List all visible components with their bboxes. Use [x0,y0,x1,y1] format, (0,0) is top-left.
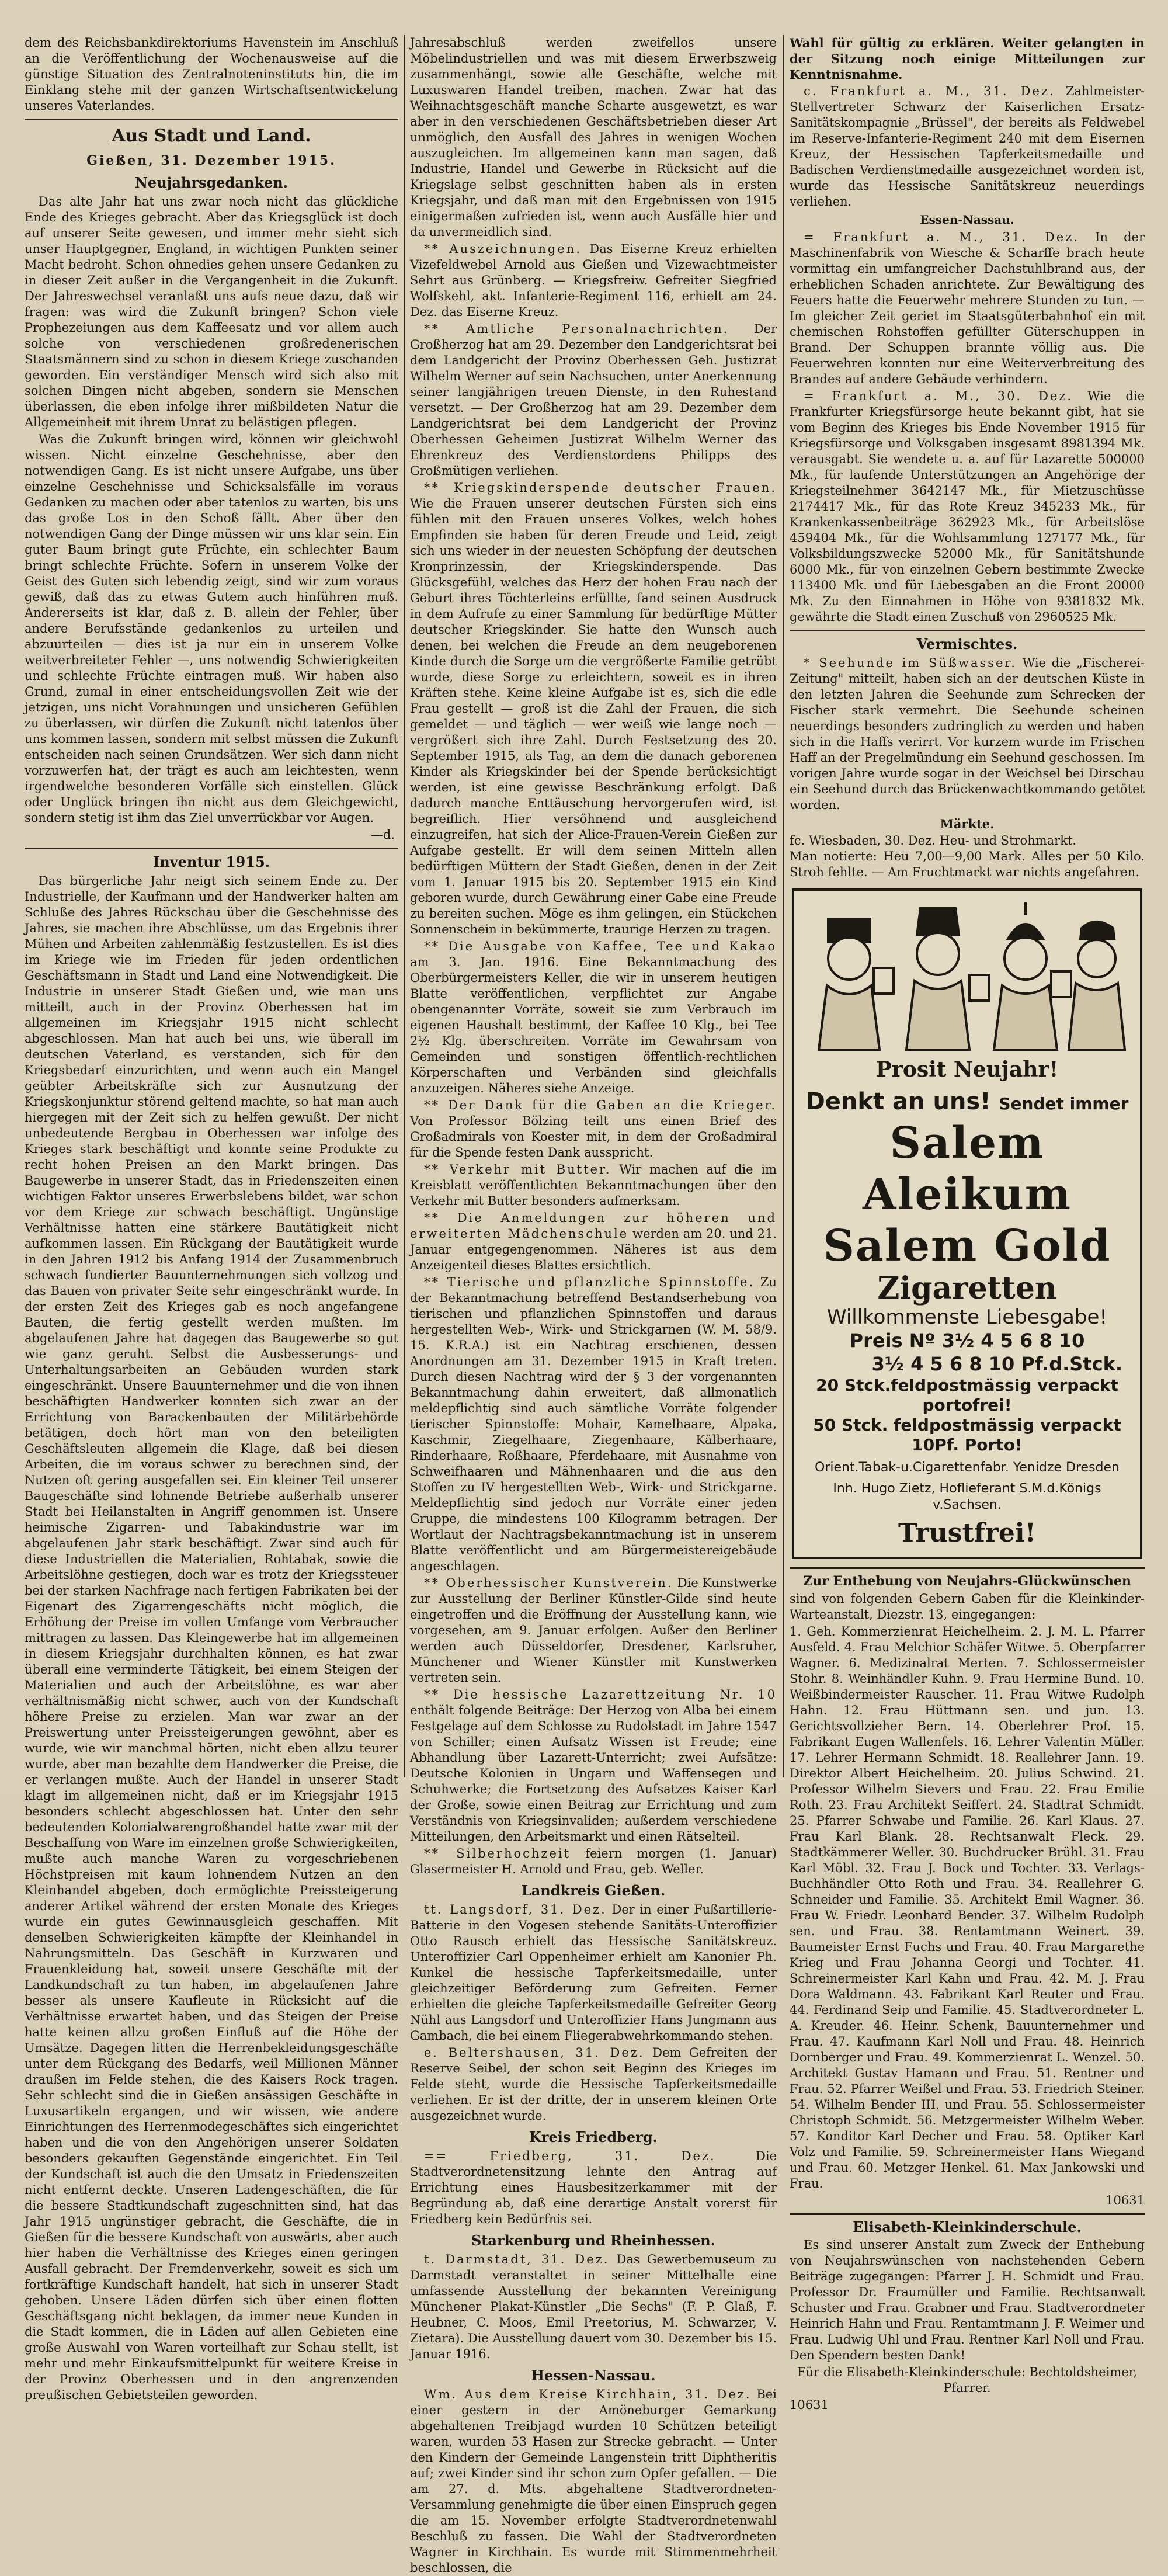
cigarette-advertisement [792,888,1142,1559]
news-item-text: feiern morgen (1. Januar) Glasermeister H. Arnold und Frau, geb. Weller. [410,1846,777,1876]
news-item [790,388,1145,625]
article-signature: —d. [370,828,395,842]
divider [25,848,398,849]
news-item-heading: ** Oberhessischer Kunstverein. [424,1576,673,1590]
news-item-heading: ** Amtliche Personalnachrichten. [424,322,729,336]
news-item-heading: ** Tierische und pflanzliche Spinnstoffe. [424,1275,755,1289]
news-list [410,2387,777,2576]
donor-list: 1. Geh. Kommerzienrat Heichelheim. 2. J. M. L. Pfarrer Ausfeld. 4. Frau Melchior Schäfer Witwe. 5. Oberpfarrer Wagner. 6. Medizinalrat Merten. 7. Schlossermeister Stohr. 8. Weinhändler Kuhn. 9. Frau Hermine Bund. 10. Weißbindermeister Rauscher. 11. Frau Witwe Rudolph Hahn. 12. Frau Hüttmann sen. und jun. 13. Gerichtsvollzieher Bern. 14. Oberlehrer Prof. 15. Fabrikant Eugen Wallenfels. 16. Lehrer Valentin Müller. 17. Lehrer Hermann Schmidt. 18. Reallehrer Jann. 19. Direktor Albert Heichelheim. 20. Julius Schwind. 21. Professor Wilhelm Sievers und Frau. 22. Frau Emilie Roth. 23. Frau Architekt Seiffert. 24. Stadtrat Schmidt. 25. Pfarrer Schwabe und Familie. 26. Karl Klaus. 27. Frau Karl Blank. 28. Rechtsanwalt Fleck. 29. Stadtkämmerer Weller. 30. Buchdrucker Brühl. 31. Frau Karl Möbl. 32. Frau J. Bock und Tochter. 33. Verlags-Buchhändler Otto Roth und Frau. 34. Reallehrer G. Schneider und Familie. 35. Architekt Emil Wagner. 36. Frau W. Friedr. Leonhard Bender. 37. Wilhelm Rudolph sen. und Frau. 38. Rentamtmann Weinert. 39. Baumeister Ernst Fuchs und Frau. 40. Frau Margarethe Krieg und Frau Johanna Georgi und Tochter. 41. Schreinermeister Karl Kahn und Frau. 42. M. J. Frau Dora Waldmann. 43. Fabrikant Karl Reuter und Frau. 44. Ferdinand Seip und Familie. 45. Stadtverordneter L. A. Kreuder. 46. Heinr. Schenk, Bauunternehmer und Frau. 47. Kaufmann Karl Noll und Frau. 48. Heinrich Dornberger und Frau. 49. Kommerzienrat L. Wenzel. 50. Architekt Gustav Hamann und Frau. 51. Rentner und Frau. 52. Pfarrer Weißel und Frau. 53. Friedrich Steiner. 54. Wilhelm Bender III. und Frau. 55. Schlossermeister Christoph Schmidt. 56. Metzgermeister Wilhelm Weber. 57. Konditor Karl Decher und Frau. 58. Optiker Karl Volz und Familie. 59. Schreinermeister Hans Wiegand und Frau. 60. Metzger Henkel. 61. Max Jankowski und Frau. [790,1624,1145,2190]
news-item [410,1902,777,2044]
section-title: Aus Stadt und Land. [112,126,311,146]
intro-paragraph: dem des Reichsbankdirektoriums Havenstein im Anschluß an die Veröffentlichung der Wochenausweise auf die günstige Situation des Zentralnoteninstituts hin, die im Einklang stehe mit der ganzen Wirtschaftsentwickelung unseres Vaterlandes. [25,36,398,113]
ad-brand: Salem Aleikum [862,1118,1072,1220]
news-item [410,2045,777,2124]
news-item-text: Wie die „Fischerei-Zeitung" mitteilt, haben sich an der deutschen Küste in den letzten Jahren die Seehunde zum Schrecken der Fischer stark vermehrt. Die Seehunde scheinen neuerdings besonders zudringlich zu werden und haben sich in die Haffs verirrt. Vor kurzem wurde im Frischen Haff an der Pregelmündung ein Seehund geschossen. Im vorigen Jahre wurde sogar in der Weichsel bei Dirschau ein Seehund durch das Brückenwachtkommando getötet worden. [790,656,1145,812]
news-item [790,84,1145,210]
news-list [790,84,1145,210]
ad-greeting: Prosit Neujahr! [875,1057,1059,1082]
news-item-text: werden am 20. und 21. Januar entgegengenommen. Näheres ist aus dem Anzeigenteil dieses Blattes ersichtlich. [410,1227,777,1272]
news-item-heading: ** Die Anmeldungen zur höheren und erweiterten Mädchenschule [410,1211,777,1241]
article-paragraph: Wahl für gültig zu erklären. Weiter gelangten in der Sitzung noch einige Mitteilungen zur Kenntnisnahme. [790,36,1145,82]
news-item-text: Die Kunstwerke zur Ausstellung der Berliner Künstler-Gilde sind heute eingetroffen und die Eröffnung der Ausstellung kann, wie vorgesehen, am 9. Januar erfolgen. Außer den Berliner werden auch Düsseldorfer, Dresdener, Karlsruher, Münchener und Wiener Künstler mit Kunstwerken vertreten sein. [410,1576,777,1685]
notice-title: Elisabeth-Kleinkinderschule. [853,2219,1082,2235]
notice-title: Zur Enthebung von Neujahrs-Glückwünschen [803,1574,1131,1589]
news-item [410,321,777,479]
market-line: fc. Wiesbaden, 30. Dez. Heu- und Strohmarkt. [790,834,1077,848]
news-list [790,655,1145,813]
news-item-heading: ** Kriegskinderspende deutscher Frauen. [424,481,777,495]
news-item [410,241,777,320]
news-item [790,230,1145,387]
news-item [410,2252,777,2362]
market-line: Man notierte: Heu 7,00—9,00 Mark. Alles per 50 Kilo. Stroh fehlte. — Am Fruchtmarkt war nichts angefahren. [790,849,1145,879]
news-list [410,1902,777,2124]
news-item [410,2387,777,2576]
news-item-text: Zu der Bekanntmachung betreffend Bestandserhebung von tierischen und pflanzlichen Spinnstoffen und daraus hergestellten Web-, Wirk- und Strickgarnen (W. M. 58/9. 15. K.R.A.) ist ein Nachtrag erschienen, dessen Anordnungen am 31. Dezember 1915 in Kraft treten. Durch diesen Nachtrag wird der § 3 der vorgenannten Bekanntmachung dahin erweitert, daß allmonatlich meldepflichtig sind auch sämtliche Vorräte folgender tierischer Spinnstoffe: Mohair, Kamelhaare, Alpaka, Kaschmir, Ziegelhaare, Ziegenhaare, Kälberhaare, Rinderhaare, Roßhaare, Pferdehaare, mit Ausnahme von Schweifhaaren und Mähnenhaaren und die aus den Stoffen zu IV hergestellten Web-, Wirk- und Strickgarne. Meldepflichtig sind jedoch nur Vorräte einer jeden Gruppe, die mindestens 100 Kilogramm betragen. Der Wortlaut der Nachtragsbekanntmachung ist in unserem Blatte veröffentlicht und am Bürgermeistereigebäude angeschlagen. [410,1275,777,1573]
region-title: Kreis Friedberg. [529,2129,658,2145]
news-list [790,230,1145,625]
news-list [410,2148,777,2227]
news-item-text: Der in einer Fußartillerie-Batterie in den Vogesen stehende Sanitäts-Unteroffizier Otto Rausch erhielt das Hessische Sanitätskreuz. Unteroffizier Carl Oppenheimer erhielt am Kanonier Ph. Kunkel die hessische Tapferkeitsmedaille, unter gleichzeitiger Beförderung zum Gefreiten. Ferner erhielten die gleiche Tapferkeitsmedaille Gefreiter Georg Nühl aus Langsdorf und Unteroffizier Hans Jungmann aus Gambach, die bei einem Fliegerabwehrkommando stehen. [410,1903,777,2043]
ad-price-line: Preis Nº 3½ 4 5 6 8 10 [849,1329,1085,1352]
article-paragraph: Das bürgerliche Jahr neigt sich seinem Ende zu. Der Industrielle, der Kaufmann und der Handwerker halten am Schluße des Jahres Rückschau über die Geschehnisse des Jahres, sie machen ihre Abschlüsse, um das Ergebnis ihrer Mühen und Arbeiten zahlenmäßig festzustellen. Es ist dies im Kriege wie im Frieden für jeden ordentlichen Geschäftsmann in Stadt und Land eine Notwendigkeit. Die Industrie in unserer Stadt Gießen und, wie man uns mitteilt, auch in der Provinz Oberhessen hat im allgemeinen im Kriegsjahr 1915 nicht schlecht abgeschlossen. Man hat auch bei uns, wie überall im deutschen Vaterland, es verstanden, sich für den Kriegsbedarf einzurichten, und wenn auch ein Mangel geübter Arbeitskräfte sich zur Ausnutzung der Kriegskonjunktur störend geltend machte, so hat man auch hiergegen mit der Zeit sich zu helfen gewußt. Der nicht unbedeutende Bergbau in Oberhessen war infolge des Krieges stark beschäftigt und konnte seine Produkte zu recht hohen Preisen an den Markt bringen. Das Baugewerbe in unserer Stadt, das in Friedenszeiten einen wichtigen Faktor unseres Erwerbslebens bildet, war schon vor dem Kriege zur schwach beschäftigt. Ungünstige Verhältnisse hatten eine stärkere Bautätigkeit nicht aufkommen lassen. Ein Rückgang der Bautätigkeit wurde in den Jahren 1912 bis Anfang 1914 der Zusammenbruch schwach fundierter Bauunternehmungen sich vollzog und das Bauen von privater Seite sehr eingeschränkt wurde. In der ersten Zeit des Krieges gab es noch angefangene Bauten, die fertig gestellt werden mußten. Im abgelaufenen Jahre hat dagegen das Baugewerbe so gut wie ganz geruht. Selbst die Ausbesserungs- und Unterhaltungsarbeiten an Gebäuden wurden stark eingeschränkt. Unsere Bauunternehmer und die von ihnen beschäftigten Handwerker konnten sich zwar an der Errichtung von Barackenbauten der Militärbehörde betätigen, doch hört man von den beteiligten Geschäftsleuten allgemein die Klage, daß bei diesen Arbeiten, die im voraus schwer zu berechnen sind, der Nutzen oft gering ausgefallen sei. Ein kleiner Teil unserer Baugeschäfte sind lohnende Betriebe außerhalb unserer Stadt bei Heilanstalten in Angriff genommen ist. Unsere heimische Zigarren- und Tabakindustrie war im abgelaufenen Jahr stark beschäftigt. Zwar sind auch für diese Industriellen die Materialien, Rohtabak, sowie die Arbeitslöhne gestiegen, doch war es trotz der Kriegssteuer bei der starken Nachfrage nach fertigen Fabrikaten bei der Eigenart des Zigarrengeschäfts nicht möglich, die Erhöhung der Preise im vollen Umfange vom Verbraucher mittragen zu lassen. Das Kleingewerbe hat im allgemeinen in diesem Kriegsjahr durchhalten können, es hat zwar überall eine verminderte Tätigkeit, bei einem Steigen der Materialien und auch der Arbeitslöhne, es war aber verhältnismäßig nicht schwer, auch von der Kundschaft höhere Preise zu erzielen. Man war zwar an der Preiswertung unter Preissteigerungen gewöhnt, aber es wurde, wie wir manchmal hörten, nicht eben allzu teurer wurde, aber man bezahlte dem Handwerker die Preise, die er verlangen mußte. Auch der Handel in unserer Stadt klagt im allgemeinen nicht, daß er im Kriegsjahr 1915 besonders schlecht abgeschlossen hat. Unter den sehr bedeutenden Kolonialwarengroßhandel hatte zwar mit der Beschaffung von Ware im einzelnen große Schwierigkeiten, mußte auch manche Waren zu vorgeschriebenen Höchstpreisen mit kaum lohnendem Nutzen an den Kleinhandel abgeben, doch ermöglichte Preissteigerung anderer Artikel während der ersten Monate des Krieges wurde ein gutes Gewinnausgleich geschaffen. Mit denselben Schwierigkeiten kämpfte der Kleinhandel in Nahrungsmitteln. Das Geschäft in Kurzwaren und Frauenkleidung hat, soweit unsere Geschäfte mit der Landkundschaft zu tun haben, im abgelaufenen Jahre besser als unsere Kaufleute in Rücksicht auf die Verhältnisse erwartet haben, und das Steigen der Preise hatte keinen allzu großen Einfluß auf die Höhe der Umsätze. Dagegen litten die Herrenbekleidungsgeschäfte unter dem Rückgang des Bedarfs, weil Millionen Männer draußen im Felde stehen, die des Kaisers Rock tragen. Sehr schlecht sind die in Gießen ansässigen Geschäfte in Luxusartikeln ergangen, und wir wissen, wie andere Einrichtungen des Herrenmodegeschäftes sich eingerichtet haben und die von den Angehörigen unserer Soldaten besonders gekauften Gegenstände eingerichtet. Ein Teil der Kundschaft ist auch die den Umsatz in Friedenszeiten nicht entfernt deckte. Unseren Ladengeschäften, die für die bessere Stadtkundschaft zugeschnitten sind, hat das Jahr 1915 ungünstiger gebracht, die Geschäfte, die in Gießen für die bessere Kundschaft von auswärts, aber auch hier haben die Verhältnisse des Krieges einen geringen Ausfall gebracht. Der Fremdenverkehr, soweit es sich um fortkräftige Kundschaft handelt, hat sich in unserer Stadt gehoben. Unsere Läden dürfen sich über einen flotten Geschäftsgang nicht beklagen, da immer neue Kunden in die Stadt kommen, die in Läden auf allen Gebieten eine große Auswahl von Waren vorteilhaft zur Schau stellt, ist mehr und mehr Einkaufsmittelpunkt für weitere Kreise in der Provinz Oberhessen und in den angrenzenden preußischen Gebietsteilen geworden. [25,874,398,2402]
article-title: Inventur 1915. [152,853,270,870]
ad-product: Zigaretten [877,1270,1057,1306]
news-item-text: Der Großherzog hat am 29. Dezember den Landgerichtsrat bei dem Landgericht der Provinz Oberhessen Geh. Justizrat Wilhelm Werner auf sein Nachsuchen, unter Anerkennung seiner langjährigen treuen Dienste, in den Ruhestand versetzt. — Der Großherzog hat am 29. Dezember dem Landgerichtsrat bei dem Landgericht der Provinz Oberhessen Geheimen Justizrat Wilhelm Werner das Ehrenkreuz des Verdienstordens Philipps des Großmütigen verliehen. [410,322,777,478]
ad-company-line: Inh. Hugo Zietz, Hoflieferant S.M.d.Königs v.Sachsen. [833,1481,1101,1512]
donor-list: Es sind unserer Anstalt zum Zweck der Enthebung von Neujahrswünschen von nachstehenden Gebern Beiträge zugegangen: Pfarrer J. H. Schmidt und Frau. Professor Dr. Fraumüller und Familie. Rechtsanwalt Schuster und Frau. Grabner und Frau. Stadtverordneter Heinrich Hahn und Frau. Rentamtmann J. F. Weimer und Frau. Ludwig Uhl und Frau. Rentner Karl Noll und Frau. Den Spendern besten Dank! [790,2238,1145,2362]
column-rule [783,35,784,1777]
news-item-heading: ** Verkehr mit Butter. [424,1162,611,1176]
section-title: Vermischtes. [916,636,1018,652]
ad-brand: Salem Gold [823,1221,1111,1271]
news-item [410,1575,777,1686]
news-item-text: Die Stadtverordnetensitzung lehnte den Antrag auf Errichtung eines Hausbesitzerkammer mit der Begründung ab, daß eine derartige Anstalt vorerst für Friedberg kein Bedürfnis sei. [410,2149,777,2226]
news-item-text: Von Professor Bölzing teilt uns einen Brief des Großadmirals von Koester mit, in dem der Großadmiral für die Spende festen Dank ausspricht. [410,1114,777,1159]
column-3 [790,35,1145,2412]
news-item-heading: ** Die hessische Lazarettzeitung Nr. 10 [424,1688,777,1702]
news-item [410,1162,777,1209]
news-item [410,1098,777,1161]
news-item-heading: ** Der Dank für die Gaben an die Krieger. [424,1098,777,1112]
news-item-text: Zahlmeister-Stellvertreter Schwarz der Kaiserlichen Ersatz-Sanitätskompagnie „Brüssel", der bereits als Feldwebel im Reserve-Infanterie-Regiment 240 mit dem Eisernen Kreuz, der Hessischen Tapferkeitsmedaille und Badischen Verdienstmedaille ausgezeichnet worden ist, wurde das Hessische Sanitätskreuz neuerdings verliehen. [790,84,1145,209]
divider [790,630,1145,631]
ad-headline-sub: Sendet immer [999,1094,1129,1113]
article-paragraph: Jahresabschluß werden zweifellos unsere Möbelindustriellen und was mit diesem Erwerbszweig zusammenhängt, sowie alle Geschäfte, welche mit Luxuswaren Handel treiben, machen. Zwar hat das Weihnachtsgeschäft manche Scharte ausgewetzt, es war aber in den verschiedenen Geschäftsbetrieben dieser Art unmöglich, den Ausfall des Jahres in wenigen Wochen auszugleichen. Im allgemeinen kann man sagen, daß Industrie, Handel und Gewerbe in Rücksicht auf die Kriegslage selbst geschnitten haben als in ersten Kriegsjahr, und daß man mit den Ergebnissen von 1915 einigermaßen zufrieden ist, wenn auch Ausfälle hier und da unvermeidlich sind. [410,36,777,239]
article-title: Neujahrsgedanken. [134,174,288,191]
news-item [410,2148,777,2227]
news-item [790,655,1145,813]
reference-number: 10631 [790,2398,829,2412]
news-item-heading: tt. Langsdorf, 31. Dez. [424,1903,607,1917]
news-item [410,939,777,1096]
ad-shipping-line: 50 Stck. feldpostmässig verpackt 10Pf. Porto! [813,1415,1121,1454]
news-item-heading: Wm. Aus dem Kreise Kirchhain, 31. Dez. [424,2387,752,2401]
news-item-heading: = Frankfurt a. M., 31. Dez. [804,230,1079,244]
news-item-heading: t. Darmstadt, 31. Dez. [424,2252,610,2266]
notice-signature: Für die Elisabeth-Kleinkinderschule: Bechtoldsheimer, Pfarrer. [797,2365,1138,2395]
news-item-text: am 3. Jan. 1916. Eine Bekanntmachung des Oberbürgermeisters Keller, die wir in unserem heutigen Blatte veröffentlichen, verpflichtet zur Angabe obengenannter Vorräte, soweit sie zum Verbrauch im eigenen Haushalt bestimmt, der Kaffee 10 Klg., bei Tee 2½ Klg. überschreiten. Vorräte im Gewahrsam von Gemeinden und sonstigen öffentlich-rechtlichen Körperschaften und Verbänden sind gleichfalls anzuzeigen. Näheres siehe Anzeige. [410,955,777,1095]
news-item-heading: c. Frankfurt a. M., 31. Dez. [804,84,1055,98]
ad-price-line: 3½ 4 5 6 8 10 Pf.d.Stck. [871,1353,1122,1375]
region-title: Starkenburg und Rheinhessen. [471,2232,716,2249]
soldiers-illustration-icon [804,898,1131,1056]
news-list [410,241,777,1877]
news-item [410,1846,777,1877]
column-2 [410,35,777,2575]
column-rule [404,35,405,1777]
news-item-text: Wir machen auf die im Kreisblatt veröffentlichten Bekanntmachungen über den Verkehr mit Butter besonders aufmerksam. [410,1162,777,1208]
news-list [410,2252,777,2362]
news-item [410,480,777,938]
ad-headline-main: Denkt an uns! [805,1088,991,1115]
article-paragraph: Das alte Jahr hat uns zwar noch nicht das glückliche Ende des Krieges gebracht. Aber das Kriegsglück ist doch auf unserer Seite gewesen, und immer mehr sieht sich unser Hauptgegner, England, in wichtigen Punkten seiner Macht bedroht. Schon ohnedies gehen unsere Gedanken zu in dieser Zeit außer in die Vergangenheit in die Zukunft. Der Jahreswechsel veranlaßt uns aufs neue dazu, daß wir fragen: was wird die Zukunft bringen? Schon viele Prophezeiungen aus dem Kaffeesatz und vor allem auch solche von verschiedenen großredenerischen Staatsmännern sind zu schon in diesem Kriege zuschanden geworden. Ein verständiger Mensch wird sich also mit solchen Dingen nicht abgeben, sondern sie Menschen überlassen, die eben infolge ihrer mißbildeten Natur die Allgemeinheit mit ihrem Unrat zu belästigen pflegen. [25,195,398,429]
news-item-text: Das Gewerbemuseum zu Darmstadt veranstaltet in seiner Mittelhalle eine umfassende Ausstellung der bekannten Vereinigung Münchener Plakat-Künstler „Die Sechs" (F. P. Glaß, F. Heubner, C. Moos, Emil Preetorius, M. Schwarzer, V. Zietara). Die Ausstellung dauert vom 30. Dezember bis 15. Januar 1916. [410,2252,777,2361]
news-item-text: Wie die Frauen unserer deutschen Fürsten sich eins fühlen mit den Frauen unseres Volkes, welch hohes Empfinden sie haben für deren Freude und Leid, zeigt sich uns wieder in der neuesten Schöpfung der deutschen Kronprinzessin, der Kriegskinderspende. Das Glücksgefühl, welches das Herz der hohen Frau nach der Geburt ihres Töchterleins erfüllte, fand seinen Ausdruck in dem Aufrufe zu einer Sammlung für bedürftige Mütter deutscher Kriegskinder. Sie hatte den Wunsch auch denen, bei welchen die Freude an dem neugeborenen Kinde durch die Sorge um die vergrößerte Familie getrübt wurde, diese Sorge zu erleichtern, soweit es in ihren Kräften stehe. Keine kleine Aufgabe ist es, sich die edle Frau gestellt — groß ist die Zahl der Frauen, die sich gemeldet — und täglich — wer weiß wie lange noch — vergrößert sich ihre Zahl. Durch Festsetzung des 20. September 1915, als Tag, an dem die danach geborenen Kinder als Kriegskinder bei der Spende berücksichtigt werden, ist eine gewisse Beschränkung erfolgt. Daß dadurch manche Enttäuschung hervorgerufen wird, ist begreiflich. Hier versöhnend und ausgleichend einzugreifen, hat sich der Alice-Frauen-Verein Gießen zur Aufgabe gestellt. Er will dem seinen Mitteln allen bedürftigen Müttern der Stadt Gießen, denen in der Zeit vom 1. Januar 1915 bis 20. September 1915 ein Kind geboren wurde, durch Gewährung einer Gabe eine Freude zu bereiten suchen. Möge es ihm gelingen, ein Stückchen Sonnenschein in bekümmerte, traurige Herzen zu tragen. [410,497,777,936]
reference-number: 10631 [1106,2193,1145,2207]
news-item-text: Bei einer gestern in der Amöneburger Gemarkung abgehaltenen Treibjagd wurden 10 Schützen beteiligt waren, wurden 53 Hasen zur Strecke gebracht. — Unter den Kindern der Gemeinde Langenstein tritt Diphtheritis auf; zwei Kinder sind ihr schon zum Opfer gefallen. — Die am 27. d. Mts. abgehaltene Stadtverordneten-Versammlung genehmigte die über einen Einspruch gegen die am 15. November erfolgte Stadtverordnetenwahl Beschluß zu fassen. Die Wahl der Stadtverordneten Wagner in Kirchhain. Es wurde mit Stimmenmehrheit beschlossen, die [410,2387,777,2575]
news-item-heading: ** Auszeichnungen. [424,242,582,256]
news-item-heading: = Frankfurt a. M., 30. Dez. [804,389,1073,403]
section-divider [25,119,398,120]
region-title: Essen-Nassau. [920,213,1014,227]
section-title: Märkte. [940,817,995,831]
dateline: Gießen, 31. Dezember 1915. [86,153,336,168]
news-item-text: Wie die Frankfurter Kriegsfürsorge heute bekannt gibt, hat sie vom Beginn des Krieges bis Ende November 1915 für Kriegsfürsorge und Volksgaben insgesamt 8981394 Mk. verausgabt. Sie wendete u. a. auf für Lazarette 500000 Mk., für laufende Unterstützungen an Angehörige der Kriegsteilnehmer 3642147 Mk., für Mietzuschüsse 2174417 Mk., für das Rote Kreuz 345233 Mk., für Krankenkassenbeiträge 362923 Mk., für Arbeitslöse 459404 Mk., für die Wohlsammlung 127177 Mk., für Volksbildungszwecke 52000 Mk., für Sanitätshunde 6000 Mk., für von einzelnen Gebern bestimmte Zwecke 113400 Mk. und für Liebesgaben an die Front 20000 Mk. Zu den Einnahmen in Höhe von 9381832 Mk. gewährte die Stadt einen Zuschuß von 2960525 Mk. [790,389,1145,624]
news-item-heading: e. Beltershausen, 31. Dez. [424,2046,645,2060]
donation-notice [790,2213,1145,2413]
column-1 [25,35,398,2402]
news-item-heading: == Friedberg, 31. Dez. [424,2149,716,2163]
news-item [410,1210,777,1273]
news-item-text: In der Maschinenfabrik von Wiesche & Scharffe brach heute vormittag ein umfangreicher Dachstuhlbrand aus, der erheblichen Schaden anrichtete. Zur Bewältigung des Feuers hatte die Feuerwehr mehrere Stunden zu tun. — Im gleicher Zeit geriet im Staatsgüterbahnhof ein mit chemischen Rohstoffen gefüllter Güterschuppen in Brand. Der Schuppen brannte völlig aus. Die Feuerwehren konnten nur eine Weiterverbreitung des Brandes auf andere Gebäude verhindern. [790,230,1145,386]
ad-headline [800,1088,1134,1117]
ad-company-line: Orient.Tabak-u.Cigarettenfabr. Yenidze Dresden [815,1460,1120,1475]
donation-notice [790,1567,1145,2209]
ad-slogan: Willkommenste Liebesgabe! [826,1306,1108,1329]
news-item-text: Dem Gefreiten der Reserve Seibel, der schon seit Beginn des Krieges im Felde steht, wurde die Hessische Tapferkeitsmedaille verliehen. Er ist der dritte, der in unserem kleinen Orte ausgezeichnet wurde. [410,2046,777,2123]
news-item [410,1275,777,1574]
article-paragraph: Was die Zukunft bringen wird, können wir gleichwohl wissen. Nicht einzelne Geschehnisse, aber den notwendigen Gang. Es ist nicht unsere Aufgabe, uns über einzelne Geschehnisse und Schicksalsfälle im voraus Gedanken zu machen oder aber tatenlos zu warten, bis uns das große Los in den Schoß fällt. Aber über den notwendigen Gang der Dinge müssen wir uns klar sein. Ein guter Baum bringt gute Früchte, ein schlechter Baum bringt schlechte Früchte. Sofern in unserem Volke der Geist des Guten sich lebendig zeigt, sind wir zum voraus gewiß, daß das zu etwas Gutem auch hinführen muß. Andererseits ist klar, daß z. B. allein der Fehler, über andere Berufsstände gedankenlos zu urteilen und abzuurteilen — dies ist ja nur ein in unserem Volke weitverbreiteter Fehler —, uns notwendig Schwierigkeiten und schlechte Früchte eintragen muß. Wir haben also Grund, zumal in einer entscheidungsvollen Zeit wie der jetzigen, uns nicht Vorahnungen und unsicheren Gefühlen zu überlassen, wir dürfen die Zukunft nicht tatenlos über uns kommen lassen, sondern mit selbst müssen die Zukunft entscheiden nach seinen Grundsätzen. Wer sich dann nicht vorzuwerfen hat, der trägt es auch am leichtesten, wenn irgendwelche besonderen Vorfälle sich einstellen. Glück oder Unglück bringen ihn nicht aus dem Gleichgewicht, sondern stetig ist ihm das Ziel unverrückbar vor Augen. [25,432,398,825]
news-item-heading: * Seehunde im Süßwasser. [804,656,1017,670]
region-title: Hessen-Nassau. [531,2367,656,2384]
news-item-heading: ** Silberhochzeit [424,1846,571,1860]
ad-shipping-line: 20 Stck.feldpostmässig verpackt portofrei! [816,1376,1118,1415]
notice-intro: sind von folgenden Gebern Gaben für die Kleinkinder-Warteanstalt, Diezstr. 13, eingegangen: [790,1592,1145,1622]
ad-tagline: Trustfrei! [898,1518,1036,1548]
news-item [410,1687,777,1845]
news-item-text: Das Eiserne Kreuz erhielten Vizefeldwebel Arnold aus Gießen und Vizewachtmeister Sehrt aus Grünberg. — Kriegsfreiw. Gefreiter Siegfried Wolfskehl, akt. Infanterie-Regiment 116, erhielt am 24. Dez. das Eiserne Kreuz. [410,242,777,319]
news-item-heading: ** Die Ausgabe von Kaffee, Tee und Kakao [424,939,777,953]
news-item-text: enthält folgende Beiträge: Der Herzog von Alba bei einem Festgelage auf dem Schlosse zu Rudolstadt im Jahre 1547 von Schiller; einen Aufsatz Wissen ist Freude; eine Abhandlung über Lazarett-Unterricht; zwei Aufsätze: Deutsche Kolonien in Ungarn und Waffensegen und Schuhwerke; die Fortsetzung des Aufsatzes Kaiser Karl der Große, sowie einen Beitrag zur Errichtung und zum Verständnis von Kriegsinvaliden; außerdem verschiedene Mitteilungen, den Arbeitsmarkt und einen Rätselteil. [410,1703,777,1844]
region-title: Landkreis Gießen. [521,1882,666,1899]
